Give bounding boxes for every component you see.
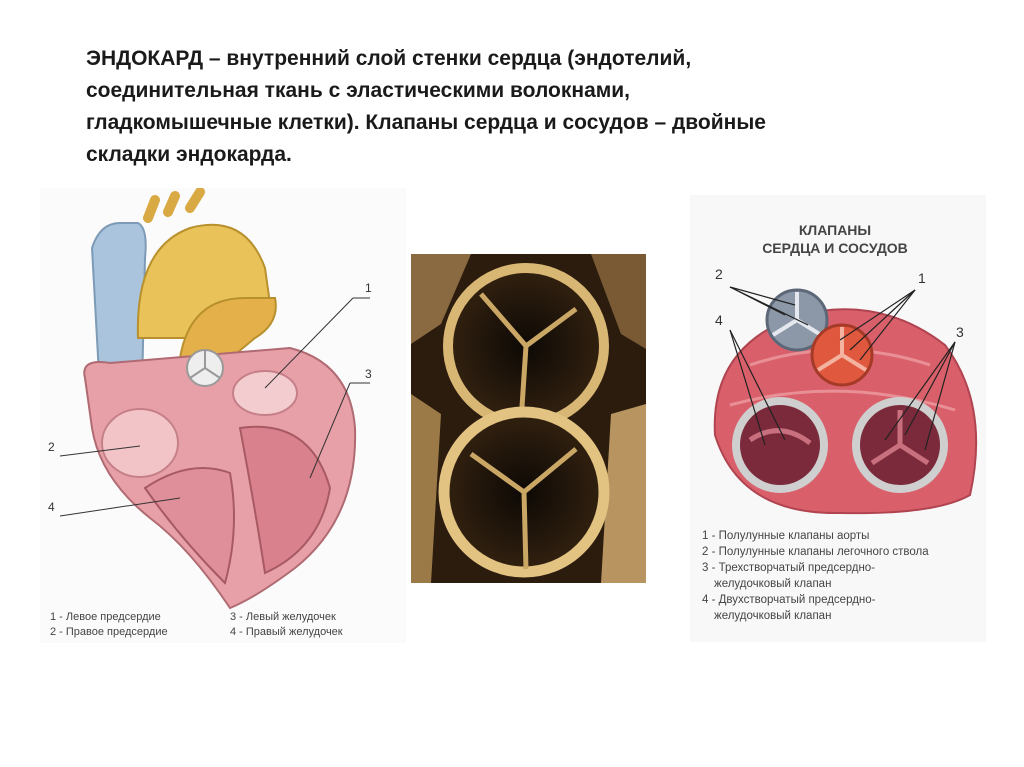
left-atrium-chamber bbox=[233, 371, 297, 415]
bicuspid-valve-shape bbox=[736, 401, 824, 489]
heart-callout-2: 2 bbox=[48, 440, 55, 454]
valves-legend-line-5: 4 - Двухстворчатый предсердно- bbox=[702, 594, 876, 606]
right-atrium-chamber bbox=[102, 409, 178, 477]
valves-callout-3: 3 bbox=[956, 324, 964, 340]
valve-photo bbox=[411, 254, 646, 583]
heart-callout-1: 1 bbox=[365, 281, 372, 295]
valves-legend-line-6: желудочковый клапан bbox=[714, 610, 832, 622]
heart-callout-3: 3 bbox=[365, 367, 372, 381]
valves-legend-line-4: желудочковый клапан bbox=[714, 578, 832, 590]
valves-illustration bbox=[690, 195, 986, 642]
slide-title bbox=[86, 43, 946, 171]
heart-diagram bbox=[40, 188, 406, 643]
heart-legend-item-2: 2 - Правое предсердие bbox=[50, 626, 168, 638]
heart-legend-item-4: 4 - Правый желудочек bbox=[230, 626, 343, 638]
heart-legend-item-1: 1 - Левое предсердие bbox=[50, 611, 161, 623]
heart-illustration bbox=[40, 188, 406, 643]
valves-title-line-2: СЕРДЦА И СОСУДОВ bbox=[762, 240, 908, 256]
valves-legend-line-2: 2 - Полулунные клапаны легочного ствола bbox=[702, 546, 929, 558]
valves-diagram bbox=[690, 195, 986, 642]
valves-callout-4: 4 bbox=[715, 312, 723, 328]
title-line-3: гладкомышечные клетки). Клапаны сердца и сосудов – двойные bbox=[86, 111, 766, 134]
heart-legend-item-3: 3 - Левый желудочек bbox=[230, 611, 336, 623]
title-line-4: складки эндокарда. bbox=[86, 143, 292, 166]
valves-title-line-1: КЛАПАНЫ bbox=[798, 222, 872, 238]
valves-legend-line-1: 1 - Полулунные клапаны аорты bbox=[702, 530, 870, 542]
valves-legend-line-3: 3 - Трехстворчатый предсердно- bbox=[702, 562, 876, 574]
valves-callout-2: 2 bbox=[715, 266, 723, 282]
valves-callout-1: 1 bbox=[918, 270, 926, 286]
title-line-2: соединительная ткань с эластическими волокнами, bbox=[86, 79, 631, 102]
title-line-1: ЭНДОКАРД – внутренний слой стенки сердца (эндотелий, bbox=[86, 47, 692, 70]
valve-photo-image bbox=[411, 254, 646, 583]
heart-callout-4: 4 bbox=[48, 500, 55, 514]
